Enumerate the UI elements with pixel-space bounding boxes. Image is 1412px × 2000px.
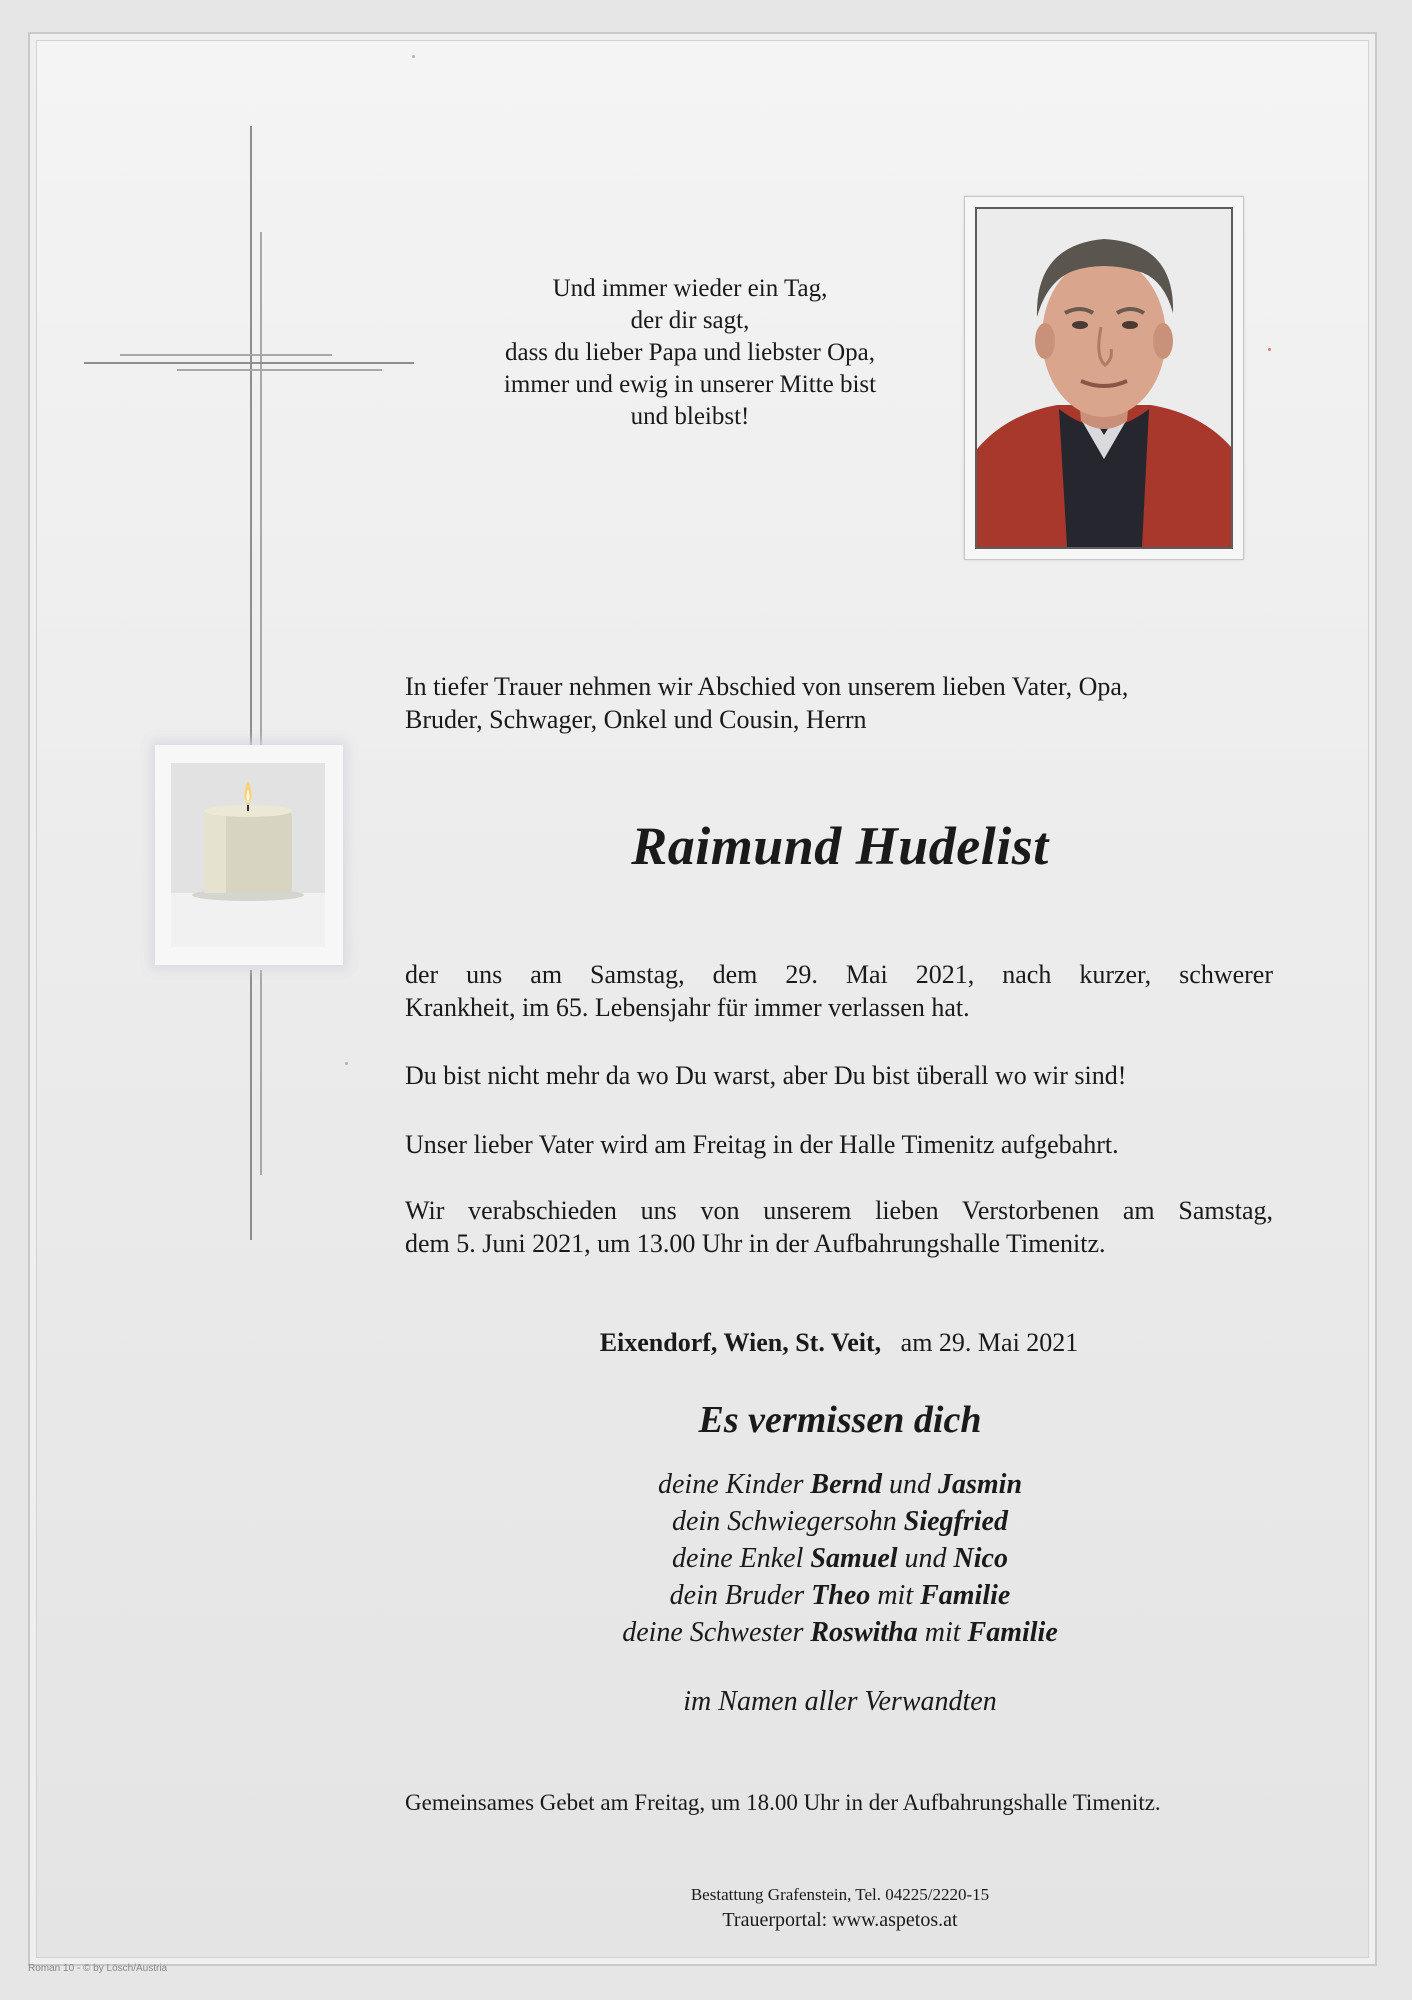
intro-line-1: In tiefer Trauer nehmen wir Abschied von unserem lieben Vater, Opa,	[405, 672, 1129, 701]
mourner-line	[430, 1503, 1250, 1540]
portrait-illustration	[977, 209, 1231, 547]
mourner-name: Siegfried	[903, 1506, 1008, 1537]
mourner-relation: dein Schwiegersohn	[672, 1506, 904, 1537]
mourner-connector: mit	[870, 1580, 921, 1611]
death-notice-line-1: der uns am Samstag, dem 29. Mai 2021, nach kurzer, schwerer	[405, 960, 1273, 989]
farewell-info	[405, 1194, 1273, 1260]
death-notice	[405, 958, 1273, 1024]
quote-line: und bleibst!	[630, 403, 750, 430]
viewing-info: Unser lieber Vater wird am Freitag in der Halle Timenitz aufgebahrt.	[405, 1130, 1119, 1159]
saying: Du bist nicht mehr da wo Du warst, aber Du bist überall wo wir sind!	[405, 1061, 1127, 1090]
mourner-name: Bernd	[810, 1469, 882, 1500]
farewell-line-1: Wir verabschieden uns von unserem lieben Verstorbenen am Samstag,	[405, 1196, 1273, 1225]
paper-speck	[345, 1062, 348, 1065]
portal-link[interactable]: Trauerportal: www.aspetos.at	[722, 1909, 958, 1931]
on-behalf-of-relatives: im Namen aller Verwandten	[683, 1686, 997, 1717]
intro-line-2: Bruder, Schwager, Onkel und Cousin, Herrn	[405, 705, 867, 734]
places: Eixendorf, Wien, St. Veit,	[599, 1328, 882, 1357]
cross-horizontal-line-1	[84, 362, 414, 364]
farewell-line-2: dem 5. Juni 2021, um 13.00 Uhr in der Aufbahrungshalle Timenitz.	[405, 1229, 1106, 1258]
candle-icon	[171, 763, 325, 947]
memorial-quote	[440, 273, 940, 433]
date: am 29. Mai 2021	[900, 1328, 1079, 1357]
mourner-name: Theo	[811, 1580, 871, 1611]
mourner-relation: deine Kinder	[657, 1469, 811, 1500]
cross-vertical-line-2	[260, 232, 262, 746]
mourner-relation: deine Enkel	[672, 1543, 811, 1574]
mourner-line	[430, 1577, 1250, 1614]
mourner-connector: und	[881, 1469, 938, 1500]
paper-speck	[412, 55, 415, 58]
mourner-name: Samuel	[810, 1543, 898, 1574]
candle-frame	[155, 745, 343, 965]
deceased-name: Raimund Hudelist	[631, 816, 1049, 876]
cross-horizontal-line-2	[120, 354, 332, 356]
portrait-photo	[975, 207, 1233, 549]
mourner-name: Roswitha	[810, 1617, 918, 1648]
cross-vertical-line-2-lower	[260, 970, 262, 1175]
cross-horizontal-line-3	[177, 369, 382, 371]
mourner-line	[430, 1540, 1250, 1577]
quote-line: Und immer wieder ein Tag,	[552, 275, 828, 302]
mourners-heading: Es vermissen dich	[698, 1399, 982, 1441]
template-credit: Roman 10 - © by Lösch/Austria	[28, 1963, 168, 1974]
quote-line: immer und ewig in unserer Mitte bist	[503, 371, 877, 398]
candle-image	[171, 763, 325, 947]
cross-vertical-line-1-lower	[250, 970, 252, 1240]
mourners-list	[430, 1466, 1250, 1651]
undertaker-info: Bestattung Grafenstein, Tel. 04225/2220-15	[690, 1885, 990, 1904]
mourner-line	[430, 1466, 1250, 1503]
intro-paragraph	[405, 670, 1273, 736]
mourner-relation: deine Schwester	[622, 1617, 811, 1648]
mourner-relation: dein Bruder	[669, 1580, 812, 1611]
mourner-line	[430, 1614, 1250, 1651]
cross-vertical-line-1	[250, 126, 252, 746]
mourner-connector: und	[897, 1543, 954, 1574]
place-date-line	[405, 1328, 1273, 1358]
prayer-info: Gemeinsames Gebet am Freitag, um 18.00 Uhr in der Aufbahrungshalle Timenitz.	[405, 1790, 1161, 1815]
portrait-frame	[964, 196, 1244, 560]
quote-line: der dir sagt,	[630, 307, 750, 334]
paper-speck	[1268, 348, 1271, 351]
mourner-name: Familie	[920, 1580, 1011, 1611]
death-notice-line-2: Krankheit, im 65. Lebensjahr für immer verlassen hat.	[405, 993, 970, 1022]
quote-line: dass du lieber Papa und liebster Opa,	[504, 339, 876, 366]
mourner-connector: mit	[917, 1617, 968, 1648]
mourner-name: Jasmin	[937, 1469, 1023, 1500]
mourner-name: Nico	[953, 1543, 1008, 1574]
mourner-name: Familie	[967, 1617, 1058, 1648]
